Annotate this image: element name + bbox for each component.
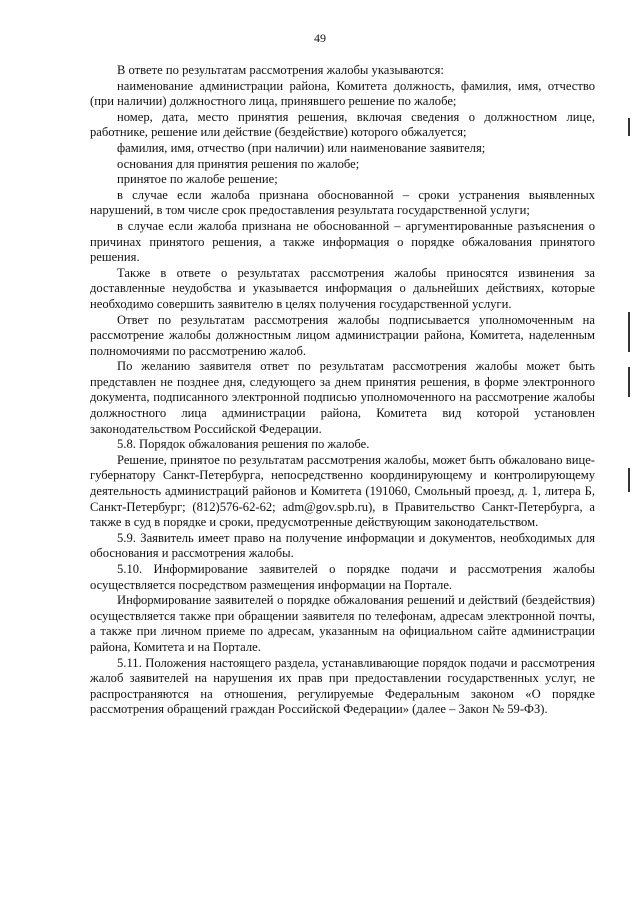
page-number: 49 [314, 31, 326, 45]
paragraph-informing: Информирование заявителей о порядке обжалования решений и действий (бездействия) осуществляется также при обращении заявителя по телефонам, адресам электронной почты, а также при личном приеме по адресам, указанным на официальном сайте администрации района, Комитета и на Портале. [90, 593, 595, 654]
paragraph-intro: В ответе по результатам рассмотрения жалобы указываются: [117, 63, 444, 77]
scan-edge-mark [628, 367, 630, 397]
paragraph-signing: Ответ по результатам рассмотрения жалобы подписывается уполномоченным на рассмотрение жалобы должностным лицом администрации района, Комитета, наделенным полномочиями по рассмотрению жалоб. [90, 312, 595, 358]
paragraph-5-9: 5.9. Заявитель имеет право на получение информации и документов, необходимых для обоснования и рассмотрения жалобы. [90, 530, 595, 561]
paragraph-item-unjustified: в случае если жалоба признана не обоснованной – аргументированные разъяснения о причинах принятого решения, а также информация о порядке обжалования принятого решения. [90, 218, 595, 265]
paragraph-5-10: 5.10. Информирование заявителей о порядке подачи и рассмотрения жалобы осуществляется посредством размещения информации на Портале. [90, 562, 595, 592]
paragraph-item-grounds: основания для принятия решения по жалобе; [117, 156, 360, 171]
paragraph-item-official: наименование администрации района, Комитета должность, фамилия, имя, отчество (при наличии) должностного лица, принявшего решение по жалобе; [90, 78, 595, 109]
scan-edge-mark [628, 312, 630, 352]
scan-edge-mark [628, 468, 630, 492]
paragraph-5-11: 5.11. Положения настоящего раздела, устанавливающие порядок подачи и рассмотрения жалоб заявителей на нарушения их прав при предоставлении государственных услуг, не распространяются на отношения, регулируемые Федеральным законом «О порядке рассмотрения обращений граждан Российской Федерации» (далее – Закон № 59-ФЗ). [90, 655, 595, 717]
document-body [90, 63, 595, 718]
section-heading-5-8: 5.8. Порядок обжалования решения по жалобе. [117, 437, 370, 452]
paragraph-item-justified: в случае если жалоба признана обоснованной – сроки устранения выявленных нарушений, в том числе срок предоставления результата государственной услуги; [90, 187, 595, 218]
paragraph-appeal: Решение, принятое по результатам рассмотрения жалобы, может быть обжаловано вице-губернатору Санкт-Петербурга, непосредственно координирующему и контролирующему деятельность администраций районов и Комитета (191060, Смольный проезд, д. 1, литера Б, Санкт-Петербург; (812)576-62-62; adm@gov.spb.ru), в Правительство Санкт-Петербурга, а также в суд в порядке и сроки, предусмотренные действующим законодательством. [90, 452, 595, 530]
paragraph-item-applicant-name: фамилия, имя, отчество (при наличии) или наименование заявителя; [117, 140, 486, 155]
paragraph-apology: Также в ответе о результатах рассмотрения жалобы приносятся извинения за доставленные неудобства и указывается информация о дальнейших действиях, которые необходимо совершить заявителю в целях получения государственной услуги. [90, 265, 595, 311]
scan-edge-mark [628, 118, 630, 136]
paragraph-electronic-response: По желанию заявителя ответ по результатам рассмотрения жалобы может быть представлен не позднее дня, следующего за днем принятия решения, в форме электронного документа, подписанного электронной подписью уполномоченного на рассмотрение жалобы должностного лица администрации района, Комитета вид которой установлен законодательством Российской Федерации. [90, 359, 595, 436]
paragraph-item-decision: принятое по жалобе решение; [117, 172, 278, 187]
paragraph-item-decision-details: номер, дата, место принятия решения, включая сведения о должностном лице, работнике, решение или действие (бездействие) которого обжалуется; [90, 109, 595, 140]
